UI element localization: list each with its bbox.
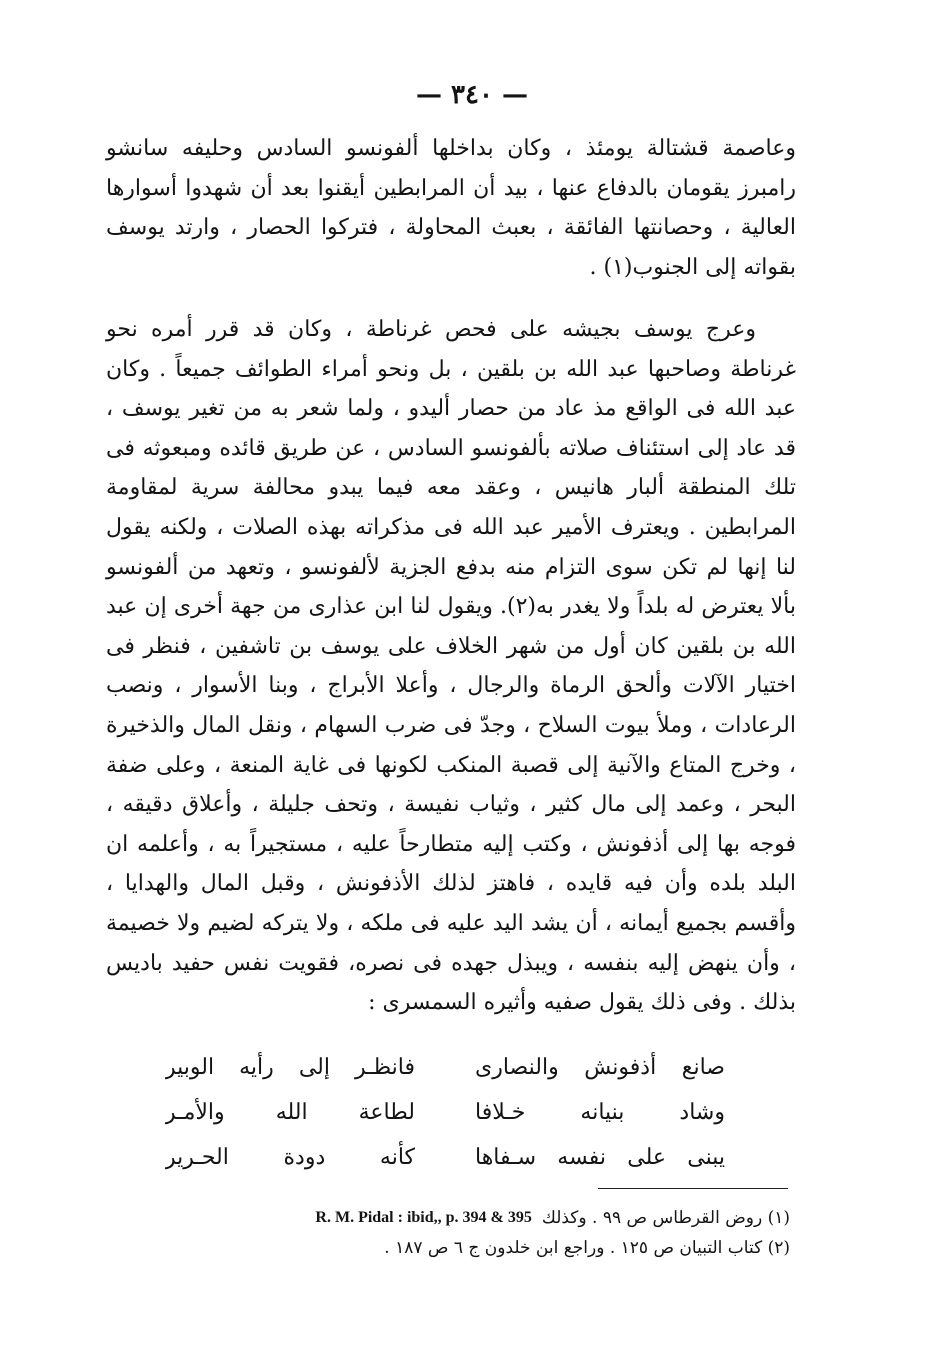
paragraph-1: وعاصمة قشتالة يومئذ ، وكان بداخلها ألفونسو السادس وحليفه سانشو رامبرز يقومان بالدفاع عنها ، بيد أن المرابطين أيقنوا بعد أن شهدوا أسوارها العالية ، وحصانتها الفائقة ، بعبث المحاولة ، فتركوا الحصار ، وارتد يوسف بقواته إلى الجنوب(١) . — [106, 136, 796, 280]
poem-verse — [165, 1045, 725, 1090]
poem-hemistich-first: صانع أذفونش والنصارى — [475, 1055, 725, 1080]
poem-verse — [165, 1135, 725, 1180]
footnote-1-arabic: (١) روض القرطاس ص ٩٩ . وكذلك — [541, 1208, 790, 1228]
footnotes — [150, 1203, 790, 1263]
page-number: — ٣٤٠ — — [415, 80, 529, 110]
footnote-2 — [150, 1233, 790, 1263]
footnote-1-latin: R. M. Pidal : ibid,, p. 394 & 395 — [315, 1209, 532, 1226]
poem — [165, 1045, 725, 1180]
footnote-1 — [150, 1203, 790, 1233]
poem-verse — [165, 1090, 725, 1135]
paragraph-2: وعرج يوسف بجيشه على فحص غرناطة ، وكان قد قرر أمره نحو غرناطة وصاحبها عبد الله بن بلقين ، بل ونحو أمراء الطوائف جميعاً . وكان عبد الله فى الواقع مذ عاد من حصار أليدو ، ولما شعر به من تغير يوسف ، قد عاد إلى استئناف صلاته بألفونسو السادس ، عن طريق قائده ومبعوثه فى تلك المنطقة ألبار هانيس ، وعقد معه فيما يبدو محالفة سرية لمقاومة المرابطين . ويعترف الأمير عبد الله فى مذكراته بهذه الصلات ، ولكنه يقول لنا إنها لم تكن سوى التزام منه بدفع الجزية لألفونسو ، وتعهد من ألفونسو بألا يعترض له بلداً ولا يغدر به(٢). ويقول لنا ابن عذارى من جهة أخرى إن عبد الله بن بلقين كان أول من شهر الخلاف على يوسف بن تاشفين ، فنظر فى اختيار الآلات وألحق الرماة والرجال ، وأعلا الأبراج ، وبنا الأسوار ، ونصب الرعادات ، وملأ بيوت السلاح ، وجدّ فى ضرب السهام ، ونقل المال والذخيرة ، وخرج المتاع والآنية إلى قصبة المنكب لكونها فى غاية المنعة ، وعلى ضفة البحر ، وعمد إلى مال كثير ، وثياب نفيسة ، وتحف جليلة ، وأعلاق دقيقه ، فوجه بها إلى أذفونش ، وكتب إليه متطارحاً عليه ، مستجيراً به ، وأعلمه ان البلد بلده وأن فيه قايده ، فاهتز لذلك الأذفونش ، وقبل المال والهدايا ، وأقسم بجميع أيمانه ، أن يشد اليد عليه فى ملكه ، ولا يتركه لضيم ولا خصيمة ، وأن ينهض إليه بنفسه ، ويبذل جهده فى نصره، فقويت نفس حفيد باديس بذلك . وفى ذلك يقول صفيه وأثيره السمسرى : — [106, 317, 797, 1016]
poem-hemistich-second: لطاعة الله والأمـر — [165, 1100, 415, 1125]
poem-hemistich-first: يبنى على نفسه سـفاها — [475, 1145, 725, 1170]
footnote-divider — [598, 1188, 788, 1189]
poem-hemistich-first: وشاد بنيانه خـلافا — [475, 1100, 725, 1125]
poem-hemistich-second: كأنه دودة الحـرير — [165, 1145, 415, 1170]
footnote-2-arabic: (٢) كتاب التبيان ص ١٢٥ . وراجع ابن خلدون ج ٦ ص ١٨٧ . — [384, 1238, 790, 1258]
poem-hemistich-second: فانظـر إلى رأيه الوبير — [165, 1055, 415, 1080]
